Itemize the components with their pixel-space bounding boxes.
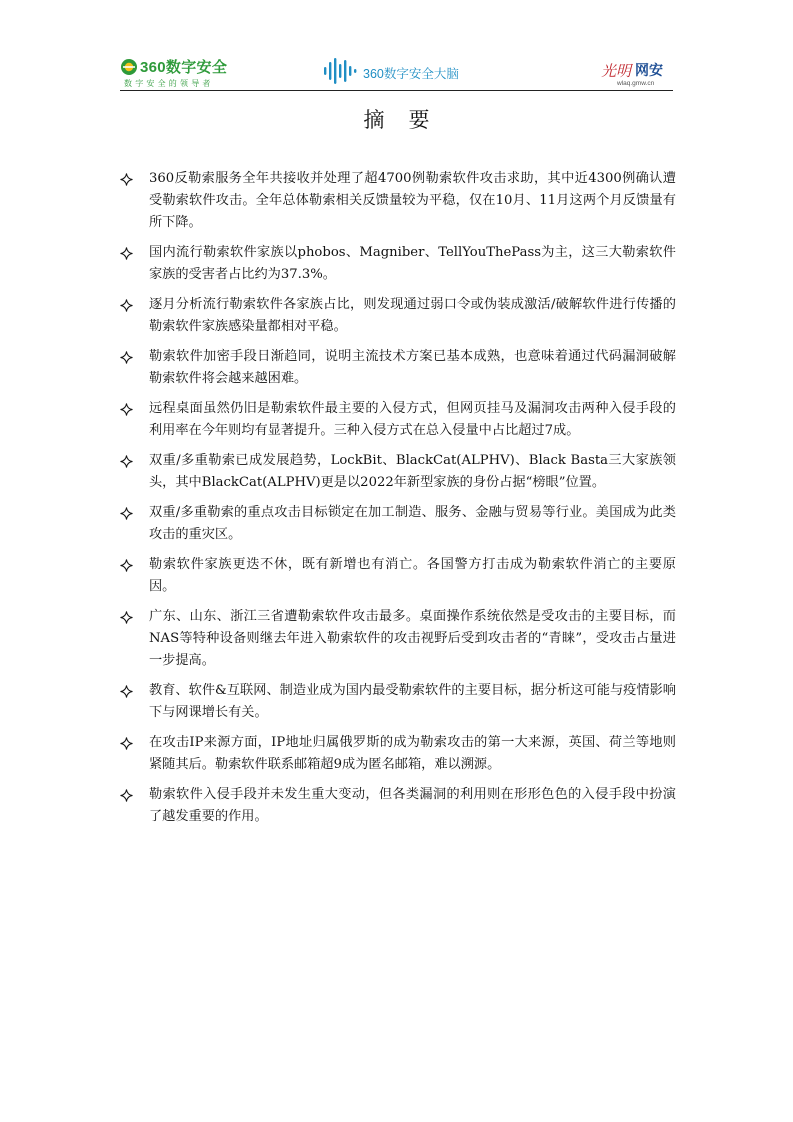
right-logo-script: 光明 [601, 62, 632, 80]
diamond-bullet-icon [120, 346, 134, 368]
360-security-brain-logo [323, 58, 483, 86]
gmw-wangan-logo [601, 60, 673, 90]
diamond-bullet-icon [120, 294, 134, 316]
list-item-text: 360反勒索服务全年共接收并处理了超4700例勒索软件攻击求助，其中近4300例确认遭受勒索软件攻击。全年总体勒索相关反馈量较为平稳，仅在10月、11月这两个月反馈量有所下降。 [149, 171, 676, 230]
list-item-text: 广东、山东、浙江三省遭勒索软件攻击最多。桌面操作系统依然是受攻击的主要目标，而NAS等特种设备则继去年进入勒索软件的攻击视野后受到攻击者的“青睐”，受攻击占量进一步提高。 [149, 609, 676, 668]
list-item-text: 在攻击IP来源方面，IP地址归属俄罗斯的成为勒索攻击的第一大来源，英国、荷兰等地则紧随其后。勒索软件联系邮箱超9成为匿名邮箱，难以溯源。 [149, 735, 676, 772]
diamond-bullet-icon [120, 554, 134, 576]
list-item-text: 勒索软件加密手段日渐趋同，说明主流技术方案已基本成熟，也意味着通过代码漏洞破解勒索软件将会越来越困难。 [149, 349, 676, 386]
list-item-text: 教育、软件&互联网、制造业成为国内最受勒索软件的主要目标，据分析这可能与疫情影响下与网课增长有关。 [149, 683, 676, 720]
right-logo-url: wlaq.gmw.cn [617, 80, 655, 87]
list-item [120, 168, 676, 234]
360-logo-icon [120, 58, 138, 76]
list-item-text: 双重/多重勒索已成发展趋势，LockBit、BlackCat(ALPHV)、Black Basta三大家族领头，其中BlackCat(ALPHV)更是以2022年新型家族的身份占据“榜眼”位置。 [149, 453, 676, 490]
diamond-bullet-icon [120, 502, 134, 524]
header-divider [120, 90, 673, 91]
diamond-bullet-icon [120, 398, 134, 420]
list-item [120, 502, 676, 546]
list-item [120, 554, 676, 598]
summary-list [120, 168, 676, 836]
diamond-bullet-icon [120, 606, 134, 628]
right-logo-mark: 网安 [635, 62, 663, 78]
list-item-text: 国内流行勒索软件家族以phobos、Magniber、TellYouThePass为主，这三大勒索软件家族的受害者占比约为37.3%。 [149, 245, 676, 282]
list-item [120, 346, 676, 390]
diamond-bullet-icon [120, 242, 134, 264]
list-item [120, 680, 676, 724]
list-item [120, 732, 676, 776]
list-item [120, 450, 676, 494]
left-logo-slogan: 数字安全的领导者 [124, 79, 214, 88]
list-item [120, 294, 676, 338]
diamond-bullet-icon [120, 732, 134, 754]
list-item-text: 勒索软件家族更迭不休，既有新增也有消亡。各国警方打击成为勒索软件消亡的主要原因。 [149, 557, 676, 594]
left-logo-brand: 360数字安全 [140, 59, 228, 76]
list-item-text: 双重/多重勒索的重点攻击目标锁定在加工制造、服务、金融与贸易等行业。美国成为此类攻击的重灾区。 [149, 505, 676, 542]
list-item [120, 398, 676, 442]
center-logo-brand: 360数字安全大脑 [363, 67, 459, 81]
diamond-bullet-icon [120, 168, 134, 190]
sound-wave-icon [323, 58, 357, 84]
list-item [120, 606, 676, 672]
diamond-bullet-icon [120, 450, 134, 472]
list-item [120, 242, 676, 286]
360-digital-security-logo [120, 56, 250, 90]
list-item-text: 勒索软件入侵手段并未发生重大变动，但各类漏洞的利用则在形形色色的入侵手段中扮演了越发重要的作用。 [149, 787, 676, 824]
page-header [120, 52, 673, 90]
list-item [120, 784, 676, 828]
diamond-bullet-icon [120, 680, 134, 702]
page-title: 摘要 [363, 108, 454, 132]
diamond-bullet-icon [120, 784, 134, 806]
list-item-text: 远程桌面虽然仍旧是勒索软件最主要的入侵方式，但网页挂马及漏洞攻击两种入侵手段的利用率在今年则均有显著提升。三种入侵方式在总入侵量中占比超过7成。 [149, 401, 676, 438]
list-item-text: 逐月分析流行勒索软件各家族占比，则发现通过弱口令或伪装成激活/破解软件进行传播的勒索软件家族感染量都相对平稳。 [149, 297, 676, 334]
